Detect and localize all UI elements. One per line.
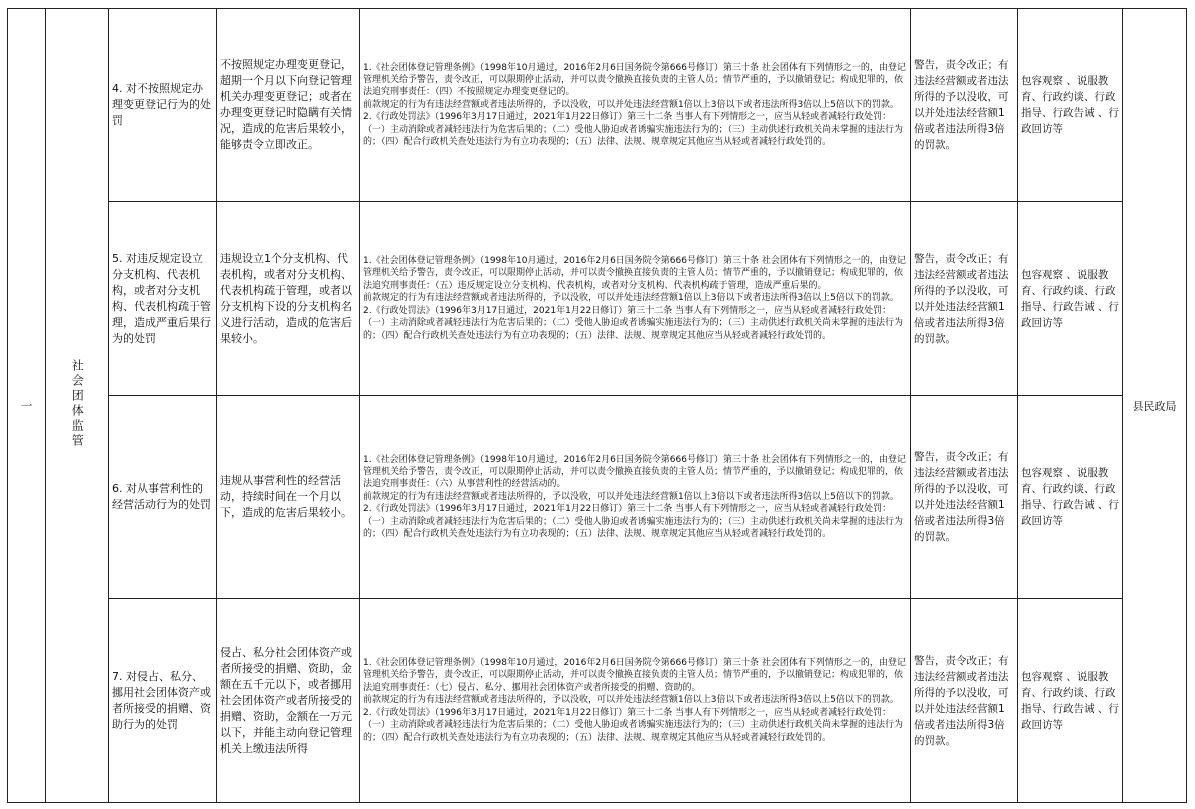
violation-circumstance: 不按照规定办理变更登记，超期一个月以下向登记管理机关办理变更登记；或者在办理变更登记时隐瞒有关情况，造成的危害后果较小，能够责令立即改正。 xyxy=(217,9,360,202)
enforcement-measures: 包容观察 、说服教育、行政约谈、行政指导、行政告诫 、行政回访等 xyxy=(1018,9,1123,202)
penalty-standard: 警告，责令改正；有违法经营额或者违法所得的予以没收，可以并处违法经营额1倍或者违法所得3倍的罚款。 xyxy=(911,396,1018,599)
violation-item: 5. 对违反规定设立分支机构、代表机构，或者对分支机构、代表机构疏于管理，造成严重后果行为的处罚 xyxy=(109,202,217,396)
category-cell xyxy=(46,9,109,803)
legal-basis-clause: 1.《社会团体登记管理条例》（1998年10月通过，2016年2月6日国务院令第666号修订）第三十条 社会团体有下列情形之一的，由登记管理机关给予警告，责令改正，可以限期停止活动，并可以责令撤换直接负责的主管人员；情节严重的，予以撤销登记；构成犯罪的，依法追究刑事责任：（七）侵占、私分、挪用社会团体资产或者所接受的捐赠、资助的。 xyxy=(363,658,906,693)
table-row xyxy=(8,396,1187,599)
enforcement-measures: 包容观察 、说服教育、行政约谈、行政指导、行政告诫 、行政回访等 xyxy=(1018,202,1123,396)
legal-basis xyxy=(360,202,911,396)
enforcement-measures: 包容观察 、说服教育、行政约谈、行政指导、行政告诫 、行政回访等 xyxy=(1018,599,1123,803)
penalty-standard: 警告，责令改正；有违法经营额或者违法所得的予以没收，可以并处违法经营额1倍或者违法所得3倍的罚款。 xyxy=(911,9,1018,202)
table-row xyxy=(8,202,1187,396)
legal-basis-clause: 1.《社会团体登记管理条例》（1998年10月通过，2016年2月6日国务院令第666号修订）第三十条 社会团体有下列情形之一的，由登记管理机关给予警告，责令改正，可以限期停止活动，并可以责令撤换直接负责的主管人员；情节严重的，予以撤销登记；构成犯罪的，依法追究刑事责任：（四）不按照规定办理变更登记的。 xyxy=(363,62,906,98)
legal-basis xyxy=(360,599,911,803)
legal-basis-clause: 前款规定的行为有违法经营额或者违法所得的，予以没收，可以并处违法经营额1倍以上3倍以下或者违法所得3倍以上5倍以下的罚款。 xyxy=(363,99,899,110)
violation-circumstance: 违规设立1个分支机构、代表机构，或者对分支机构、代表机构疏于管理，或者以分支机构下设的分支机构名义进行活动，造成的危害后果较小。 xyxy=(217,202,360,396)
violation-item: 7. 对侵占、私分、挪用社会团体资产或者所接受的捐赠、资助行为的处罚 xyxy=(109,599,217,803)
legal-basis-clause: 2.《行政处罚法》（1996年3月17日通过，2021年1月22日修订）第三十二条 当事人有下列情形之一，应当从轻或者减轻行政处罚：（一）主动消除或者减轻违法行为危害后果的；（二）受他人胁迫或者诱骗实施违法行为的；（三）主动供述行政机关尚未掌握的违法行为的；（四）配合行政机关查处违法行为有立功表现的；（五）法律、法规、规章规定其他应当从轻或者减轻行政处罚的。 xyxy=(363,504,904,540)
sequence-number: 一 xyxy=(8,9,46,803)
legal-basis-clause: 前款规定的行为有违法经营额或者违法所得的，予以没收，可以并处违法经营额1倍以上3倍以下或者违法所得3倍以上5倍以下的罚款。 xyxy=(363,695,899,706)
legal-basis-clause: 前款规定的行为有违法经营额或者违法所得的，予以没收，可以并处违法经营额1倍以上3倍以下或者违法所得3倍以上5倍以下的罚款。 xyxy=(363,293,899,304)
table-row xyxy=(8,599,1187,803)
violation-circumstance: 违规从事营利性的经营活动，持续时间在一个月以下，造成的危害后果较小。 xyxy=(217,396,360,599)
penalty-standard: 警告，责令改正；有违法经营额或者违法所得的予以没收，可以并处违法经营额1倍或者违法所得3倍的罚款。 xyxy=(911,599,1018,803)
legal-basis-clause: 2.《行政处罚法》（1996年3月17日通过，2021年1月22日修订）第三十二条 当事人有下列情形之一，应当从轻或者减轻行政处罚：（一）主动消除或者减轻违法行为危害后果的；（二）受他人胁迫或者诱骗实施违法行为的；（三）主动供述行政机关尚未掌握的违法行为的；（四）配合行政机关查处违法行为有立功表现的；（五）法律、法规、规章规定其他应当从轻或者减轻行政处罚的。 xyxy=(363,305,904,341)
penalty-standard: 警告，责令改正；有违法经营额或者违法所得的予以没收，可以并处违法经营额1倍或者违法所得3倍的罚款。 xyxy=(911,202,1018,396)
category-label: 社会团体监管 xyxy=(70,359,85,449)
penalty-table xyxy=(7,8,1187,803)
legal-basis xyxy=(360,9,911,202)
legal-basis-clause: 前款规定的行为有违法经营额或者违法所得的，予以没收，可以并处违法经营额1倍以上3倍以下或者违法所得3倍以上5倍以下的罚款。 xyxy=(363,491,899,502)
legal-basis-clause: 1.《社会团体登记管理条例》（1998年10月通过，2016年2月6日国务院令第666号修订）第三十条 社会团体有下列情形之一的，由登记管理机关给予警告，责令改正，可以限期停止活动，并可以责令撤换直接负责的主管人员；情节严重的，予以撤销登记；构成犯罪的，依法追究刑事责任：（六）从事营利性的经营活动的。 xyxy=(363,454,906,490)
violation-circumstance: 侵占、私分社会团体资产或者所接受的捐赠、资助，金额在五千元以下，或者挪用社会团体资产或者所接受的捐赠、资助，金额在一万元以下，并能主动向登记管理机关上缴违法所得 xyxy=(217,599,360,803)
enforcement-authority: 县民政局 xyxy=(1123,9,1187,803)
legal-basis-clause: 2.《行政处罚法》（1996年3月17日通过，2021年1月22日修订）第三十二条 当事人有下列情形之一，应当从轻或者减轻行政处罚：（一）主动消除或者减轻违法行为危害后果的；（二）受他人胁迫或者诱骗实施违法行为的；（三）主动供述行政机关尚未掌握的违法行为的；（四）配合行政机关查处违法行为有立功表现的；（五）法律、法规、规章规定其他应当从轻或者减轻行政处罚的。 xyxy=(363,112,904,148)
violation-item: 6. 对从事营利性的经营活动行为的处罚 xyxy=(109,396,217,599)
table-row xyxy=(8,9,1187,202)
legal-basis xyxy=(360,396,911,599)
legal-basis-clause: 1.《社会团体登记管理条例》（1998年10月通过，2016年2月6日国务院令第666号修订）第三十条 社会团体有下列情形之一的，由登记管理机关给予警告，责令改正，可以限期停止活动，并可以责令撤换直接负责的主管人员；情节严重的，予以撤销登记；构成犯罪的，依法追究刑事责任：（五）违反规定设立分支机构、代表机构，或者对分支机构、代表机构疏于管理，造成严重后果的。 xyxy=(363,256,906,291)
legal-basis-clause: 2.《行政处罚法》（1996年3月17日通过，2021年1月22日修订）第三十二条 当事人有下列情形之一，应当从轻或者减轻行政处罚：（一）主动消除或者减轻违法行为危害后果的；（二）受他人胁迫或者诱骗实施违法行为的；（三）主动供述行政机关尚未掌握的违法行为的；（四）配合行政机关查处违法行为有立功表现的；（五）法律、法规、规章规定其他应当从轻或者减轻行政处罚的。 xyxy=(363,707,904,743)
enforcement-measures: 包容观察 、说服教育、行政约谈、行政指导、行政告诫 、行政回访等 xyxy=(1018,396,1123,599)
violation-item: 4. 对不按照规定办理变更登记行为的处罚 xyxy=(109,9,217,202)
